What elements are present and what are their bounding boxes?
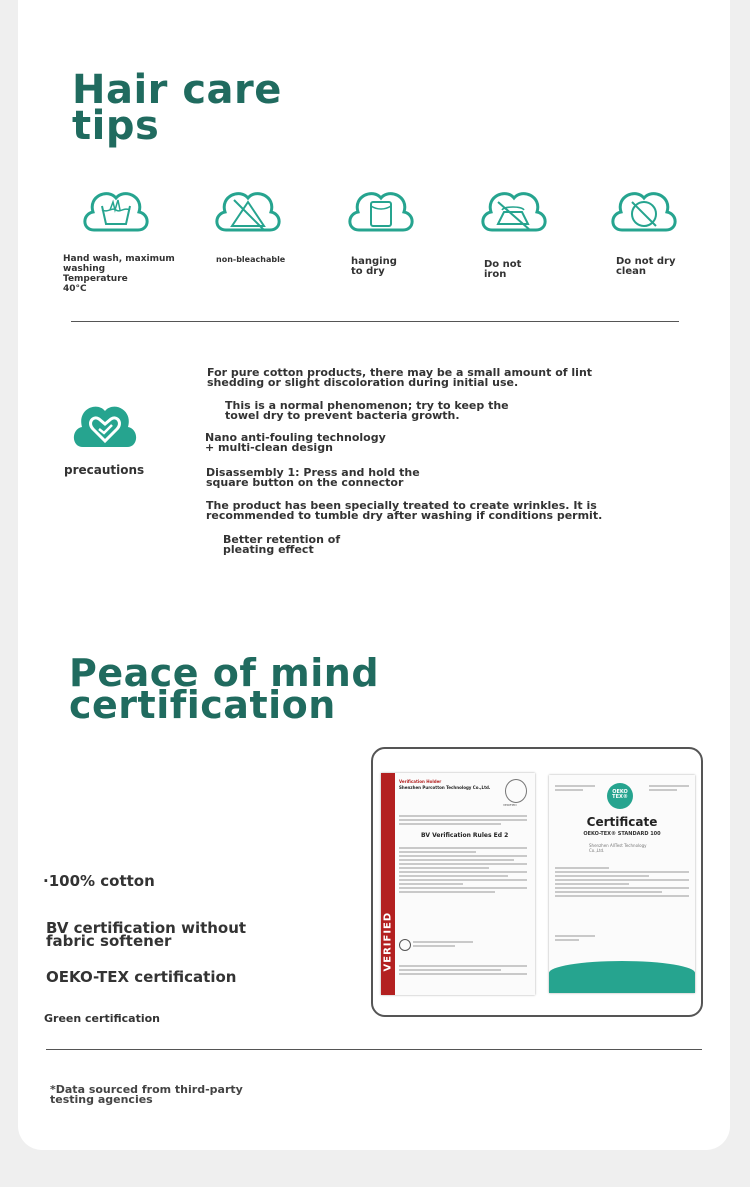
hand-wash-icon: [80, 180, 152, 244]
non-bleachable-icon: [212, 180, 284, 244]
care-label-do-not-dry-clean: Do not dry clean: [616, 256, 676, 277]
precaution-line-3: Nano anti-fouling technology + multi-clean design: [205, 431, 386, 454]
care-label-hand-wash: Hand wash, maximum washing Temperature 40°C: [63, 254, 175, 294]
feature-green: Green certification: [44, 1012, 160, 1025]
hair-care-title: Hair care tips: [72, 67, 282, 149]
footnote: *Data sourced from third-party testing agencies: [50, 1083, 243, 1106]
bv-badge: VERIFIED: [503, 803, 517, 807]
oeko-subtitle: OEKO-TEX® STANDARD 100: [583, 831, 661, 837]
hang-dry-icon: [345, 180, 417, 244]
divider-bottom: [46, 1049, 702, 1050]
care-label-hang-dry: hanging to dry: [351, 256, 397, 277]
care-label-non-bleachable: non-bleachable: [216, 255, 286, 264]
bv-certificate: [381, 773, 535, 995]
bv-heading: BV Verification Rules Ed 2: [421, 832, 509, 839]
precaution-line-6: Better retention of pleating effect: [223, 533, 341, 556]
precaution-line-4: Disassembly 1: Press and hold the square button on the connector: [206, 466, 420, 489]
bv-badge-icon: [505, 779, 527, 803]
divider: [71, 321, 679, 322]
bv-holder-label: Verification Holder: [399, 779, 442, 784]
feature-bv: BV certification without fabric softener: [46, 919, 247, 950]
certification-title: Peace of mind certification: [69, 651, 380, 727]
oeko-company: Shenzhen AllTest Technology Co.,Ltd.: [589, 843, 647, 853]
precautions-label: precautions: [64, 463, 145, 477]
heart-shield-icon: [67, 395, 143, 459]
do-not-iron-icon: [478, 180, 550, 244]
bv-side-text: VERIFIED: [382, 911, 394, 972]
precaution-line-1: For pure cotton products, there may be a small amount of lint shedding or slight discoloration during initial use.: [207, 366, 593, 389]
precaution-line-5: The product has been specially treated to create wrinkles. It is recommended to tumble dry after washing if conditions permit.: [206, 499, 603, 522]
feature-cotton: ·100% cotton: [43, 872, 155, 890]
feature-oeko-tex: OEKO-TEX certification: [46, 968, 237, 986]
bv-holder: Shenzhen Purcotton Technology Co.,Ltd.: [399, 785, 491, 790]
oeko-tex-logo: OEKO TEX®: [607, 783, 633, 809]
oeko-tex-certificate: [549, 775, 695, 993]
certificate-frame: [371, 747, 703, 1017]
do-not-dry-clean-icon: [608, 180, 680, 244]
oeko-title: Certificate: [586, 815, 658, 829]
care-label-do-not-iron: Do not iron: [484, 259, 522, 280]
precaution-line-2: This is a normal phenomenon; try to keep the towel dry to prevent bacteria growth.: [225, 399, 509, 422]
